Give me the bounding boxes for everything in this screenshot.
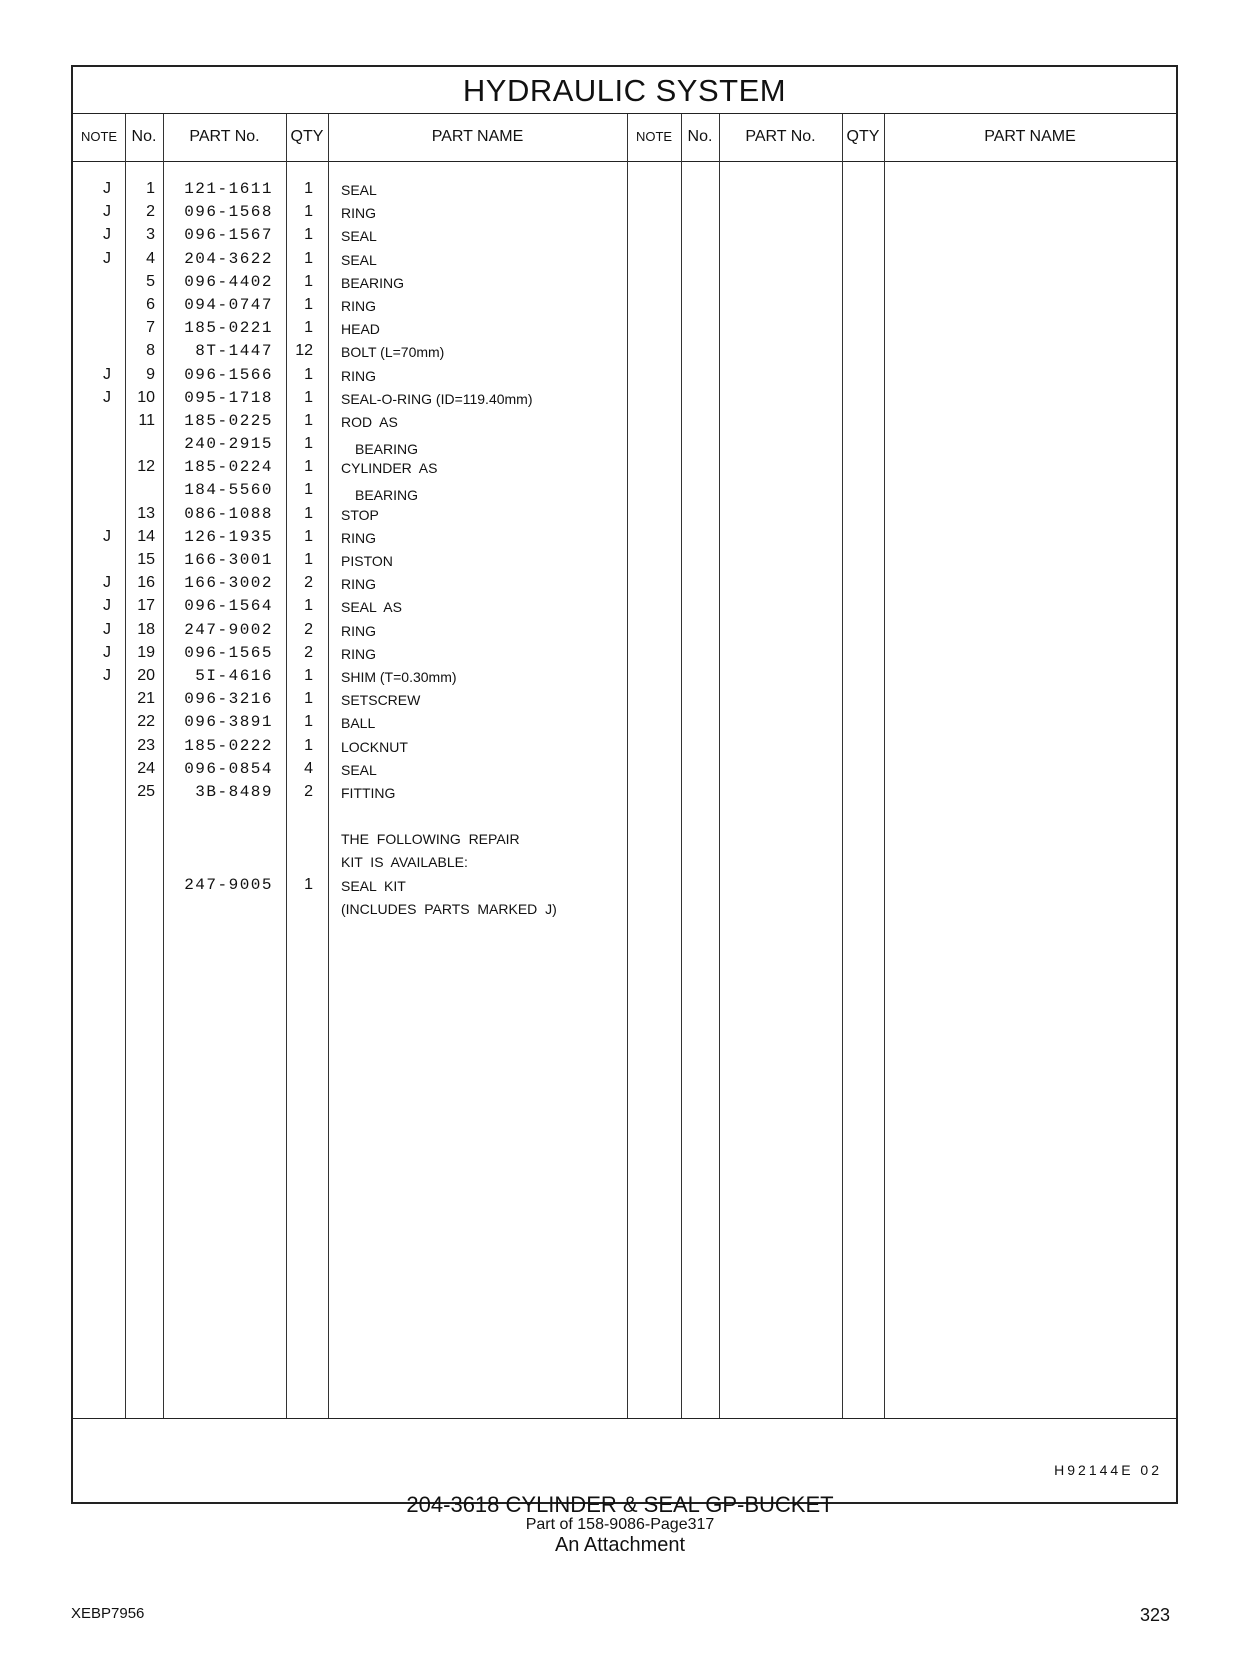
part-name-cell: PISTON (341, 553, 393, 569)
quantity-cell: 1 (304, 666, 313, 684)
note-cell: J (103, 388, 111, 406)
part-number-cell: 247-9002 (184, 620, 273, 639)
part-number-cell: 185-0224 (184, 458, 273, 477)
table-row (73, 899, 1176, 922)
item-number-cell: 22 (137, 713, 155, 731)
table-row (73, 342, 1176, 365)
header-qty-right: QTY (846, 128, 880, 145)
table-row (73, 667, 1176, 690)
part-number-cell: 204-3622 (184, 249, 273, 268)
header-no-right: No. (687, 128, 713, 145)
item-number-cell: 3 (146, 226, 155, 244)
table-row (73, 737, 1176, 760)
quantity-cell: 12 (295, 342, 313, 360)
item-number-cell: 19 (137, 643, 155, 661)
quantity-cell: 1 (304, 203, 313, 221)
note-cell: J (103, 620, 111, 638)
part-name-cell: RING (341, 367, 376, 384)
note-cell: J (103, 574, 111, 592)
part-name-cell: SEAL-O-RING (ID=119.40mm) (341, 390, 533, 407)
table-row (73, 505, 1176, 528)
header-note-left: NOTE (80, 129, 118, 144)
quantity-cell: 1 (304, 458, 313, 476)
table-title: HYDRAULIC SYSTEM (73, 67, 1176, 114)
note-cell: J (103, 203, 111, 221)
item-number-cell: 11 (138, 411, 155, 429)
note-cell: J (103, 643, 111, 661)
quantity-cell: 1 (304, 690, 313, 708)
table-row (73, 180, 1176, 203)
table-row (73, 574, 1176, 597)
part-number-cell: 096-3216 (184, 690, 273, 709)
table-row (73, 412, 1176, 435)
table-row (73, 366, 1176, 389)
item-number-cell: 6 (146, 295, 155, 313)
note-cell: J (103, 527, 111, 545)
quantity-cell: 1 (304, 504, 313, 522)
quantity-cell: 1 (304, 226, 313, 244)
group-category: An Attachment (554, 1534, 686, 1556)
part-name-cell: BOLT (L=70mm) (341, 344, 445, 361)
part-number-cell: 185-0225 (184, 411, 273, 430)
table-row (73, 203, 1176, 226)
table-row (73, 597, 1176, 620)
part-name-cell: RING (341, 529, 376, 546)
part-number-cell: 095-1718 (184, 388, 273, 407)
part-number-cell: 5I-4616 (195, 666, 273, 685)
part-name-cell: (INCLUDES PARTS MARKED J) (341, 900, 557, 917)
part-number-cell: 096-1564 (184, 597, 273, 616)
quantity-cell: 2 (304, 782, 313, 800)
part-number-cell: 094-0747 (184, 295, 273, 314)
table-row (73, 481, 1176, 504)
item-number-cell: 14 (137, 527, 155, 545)
quantity-cell: 1 (304, 713, 313, 731)
part-number-cell: 184-5560 (184, 481, 273, 500)
table-row (73, 713, 1176, 736)
part-name-cell: BALL (341, 715, 376, 732)
note-cell: J (103, 597, 111, 615)
item-number-cell: 5 (146, 272, 155, 290)
note-cell: J (103, 666, 111, 684)
quantity-cell: 1 (304, 551, 313, 568)
table-row (73, 760, 1176, 783)
header-no-left: No. (131, 128, 157, 145)
quantity-cell: 2 (304, 574, 313, 592)
quantity-cell: 1 (304, 875, 313, 893)
note-cell: J (103, 249, 111, 267)
part-name-cell: RING (341, 622, 376, 639)
part-name-cell: FITTING (341, 784, 396, 801)
table-header (73, 114, 1176, 162)
part-name-cell: HEAD (341, 321, 380, 338)
item-number-cell: 9 (146, 365, 155, 383)
quantity-cell: 1 (304, 249, 313, 267)
item-number-cell: 25 (137, 782, 155, 800)
part-number-cell: 166-3001 (184, 551, 273, 569)
part-number-cell: 240-2915 (184, 435, 273, 454)
table-row (73, 528, 1176, 551)
part-name-cell: SEAL AS (341, 599, 402, 616)
part-number-cell: 096-3891 (184, 713, 273, 732)
table-row (73, 226, 1176, 249)
column-divider (125, 114, 126, 162)
part-number-cell: 096-1567 (184, 226, 273, 245)
item-number-cell: 2 (146, 203, 155, 221)
column-divider (719, 114, 720, 162)
document-id: XEBP7956 (71, 1605, 145, 1622)
table-row (73, 876, 1176, 899)
part-name-cell: SEAL (341, 182, 377, 198)
quantity-cell: 4 (304, 759, 313, 777)
table-row (73, 250, 1176, 273)
item-number-cell: 12 (137, 458, 155, 476)
table-row (73, 852, 1176, 875)
item-number-cell: 13 (137, 504, 155, 522)
part-number-cell: 166-3002 (184, 574, 273, 593)
item-number-cell: 23 (137, 736, 155, 754)
part-name-cell: RING (341, 576, 376, 593)
part-name-cell: THE FOLLOWING REPAIR (341, 831, 520, 848)
part-name-cell: SEAL KIT (341, 877, 406, 894)
item-number-cell: 15 (137, 551, 155, 568)
item-number-cell: 17 (137, 597, 155, 615)
table-row (73, 829, 1176, 852)
part-number-cell: 096-0854 (184, 759, 273, 778)
part-name-cell: SHIM (T=0.30mm) (341, 668, 457, 685)
part-name-cell: ROD AS (341, 413, 398, 430)
group-title: 204-3618 CYLINDER & SEAL GP-BUCKET (406, 1492, 834, 1517)
table-row (73, 783, 1176, 806)
item-number-cell: 21 (137, 690, 155, 708)
item-number-cell: 7 (146, 319, 155, 337)
column-divider (627, 114, 628, 162)
part-number-cell: 247-9005 (184, 875, 273, 894)
quantity-cell: 1 (304, 388, 313, 406)
part-number-cell: 185-0222 (184, 736, 273, 755)
table-row (73, 296, 1176, 319)
table-row (73, 644, 1176, 667)
part-name-cell: KIT IS AVAILABLE: (341, 854, 468, 871)
item-number-cell: 16 (137, 574, 155, 592)
table-row (73, 273, 1176, 296)
quantity-cell: 1 (304, 597, 313, 615)
table-row (73, 389, 1176, 412)
quantity-cell: 1 (304, 365, 313, 383)
part-number-cell: 3B-8489 (195, 782, 273, 801)
header-part-name-left: PART NAME (431, 128, 524, 145)
header-qty-left: QTY (290, 128, 324, 145)
table-row (73, 319, 1176, 342)
part-number-cell: 185-0221 (184, 319, 273, 338)
header-note-right: NOTE (635, 129, 673, 144)
quantity-cell: 1 (304, 411, 313, 429)
part-number-cell: 096-1566 (184, 365, 273, 384)
drawing-code: H92144E 02 (1054, 1462, 1162, 1478)
header-part-name-right: PART NAME (984, 128, 1076, 145)
part-name-cell: SEAL (341, 761, 377, 778)
part-name-cell: RING (341, 297, 376, 314)
note-cell: J (103, 180, 111, 197)
table-row (73, 621, 1176, 644)
part-name-cell: BEARING (355, 441, 419, 458)
part-number-cell: 086-1088 (184, 504, 273, 523)
part-number-cell: 096-4402 (184, 272, 273, 291)
item-number-cell: 10 (137, 388, 155, 406)
part-name-cell: SETSCREW (341, 692, 421, 709)
column-divider (163, 114, 164, 162)
part-name-cell: LOCKNUT (341, 738, 408, 755)
page-number: 323 (1139, 1605, 1170, 1625)
note-cell: J (103, 365, 111, 383)
part-name-cell: CYLINDER AS (341, 460, 438, 477)
part-number-cell: 096-1568 (184, 203, 273, 222)
part-name-cell: STOP (341, 506, 379, 523)
item-number-cell: 4 (146, 249, 155, 267)
table-row (73, 690, 1176, 713)
column-divider (884, 114, 885, 162)
header-part-no-left: PART No. (189, 128, 260, 145)
part-name-cell: RING (341, 205, 376, 222)
quantity-cell: 1 (304, 736, 313, 754)
quantity-cell: 1 (304, 295, 313, 313)
part-number-cell: 096-1565 (184, 643, 273, 662)
table-row (73, 806, 1176, 829)
item-number-cell: 18 (137, 620, 155, 638)
item-number-cell: 20 (137, 666, 155, 684)
item-number-cell: 24 (137, 759, 155, 777)
part-name-cell: BEARING (341, 274, 405, 291)
group-reference: Part of 158-9086-Page317 (525, 1516, 715, 1533)
part-name-cell: SEAL (341, 228, 377, 245)
column-divider (842, 114, 843, 162)
item-number-cell: 8 (146, 342, 155, 360)
note-cell: J (103, 226, 111, 244)
parts-table-frame (71, 65, 1178, 1504)
parts-list (73, 180, 1176, 922)
column-divider (328, 114, 329, 162)
table-row (73, 458, 1176, 481)
quantity-cell: 1 (304, 435, 313, 453)
part-name-cell: BEARING (355, 487, 419, 504)
quantity-cell: 1 (304, 180, 313, 197)
part-name-cell: RING (341, 645, 376, 662)
quantity-cell: 2 (304, 620, 313, 638)
table-row (73, 551, 1176, 574)
part-number-cell: 8T-1447 (195, 342, 273, 361)
quantity-cell: 1 (304, 527, 313, 545)
table-row (73, 435, 1176, 458)
column-divider (286, 114, 287, 162)
part-number-cell: 121-1611 (184, 180, 273, 198)
table-body-bottom-rule (73, 1418, 1176, 1419)
quantity-cell: 1 (304, 272, 313, 290)
item-number-cell: 1 (146, 180, 155, 197)
quantity-cell: 1 (304, 319, 313, 337)
quantity-cell: 1 (304, 481, 313, 499)
part-name-cell: SEAL (341, 251, 377, 268)
header-part-no-right: PART No. (745, 128, 816, 145)
quantity-cell: 2 (304, 643, 313, 661)
column-divider (681, 114, 682, 162)
part-number-cell: 126-1935 (184, 527, 273, 546)
